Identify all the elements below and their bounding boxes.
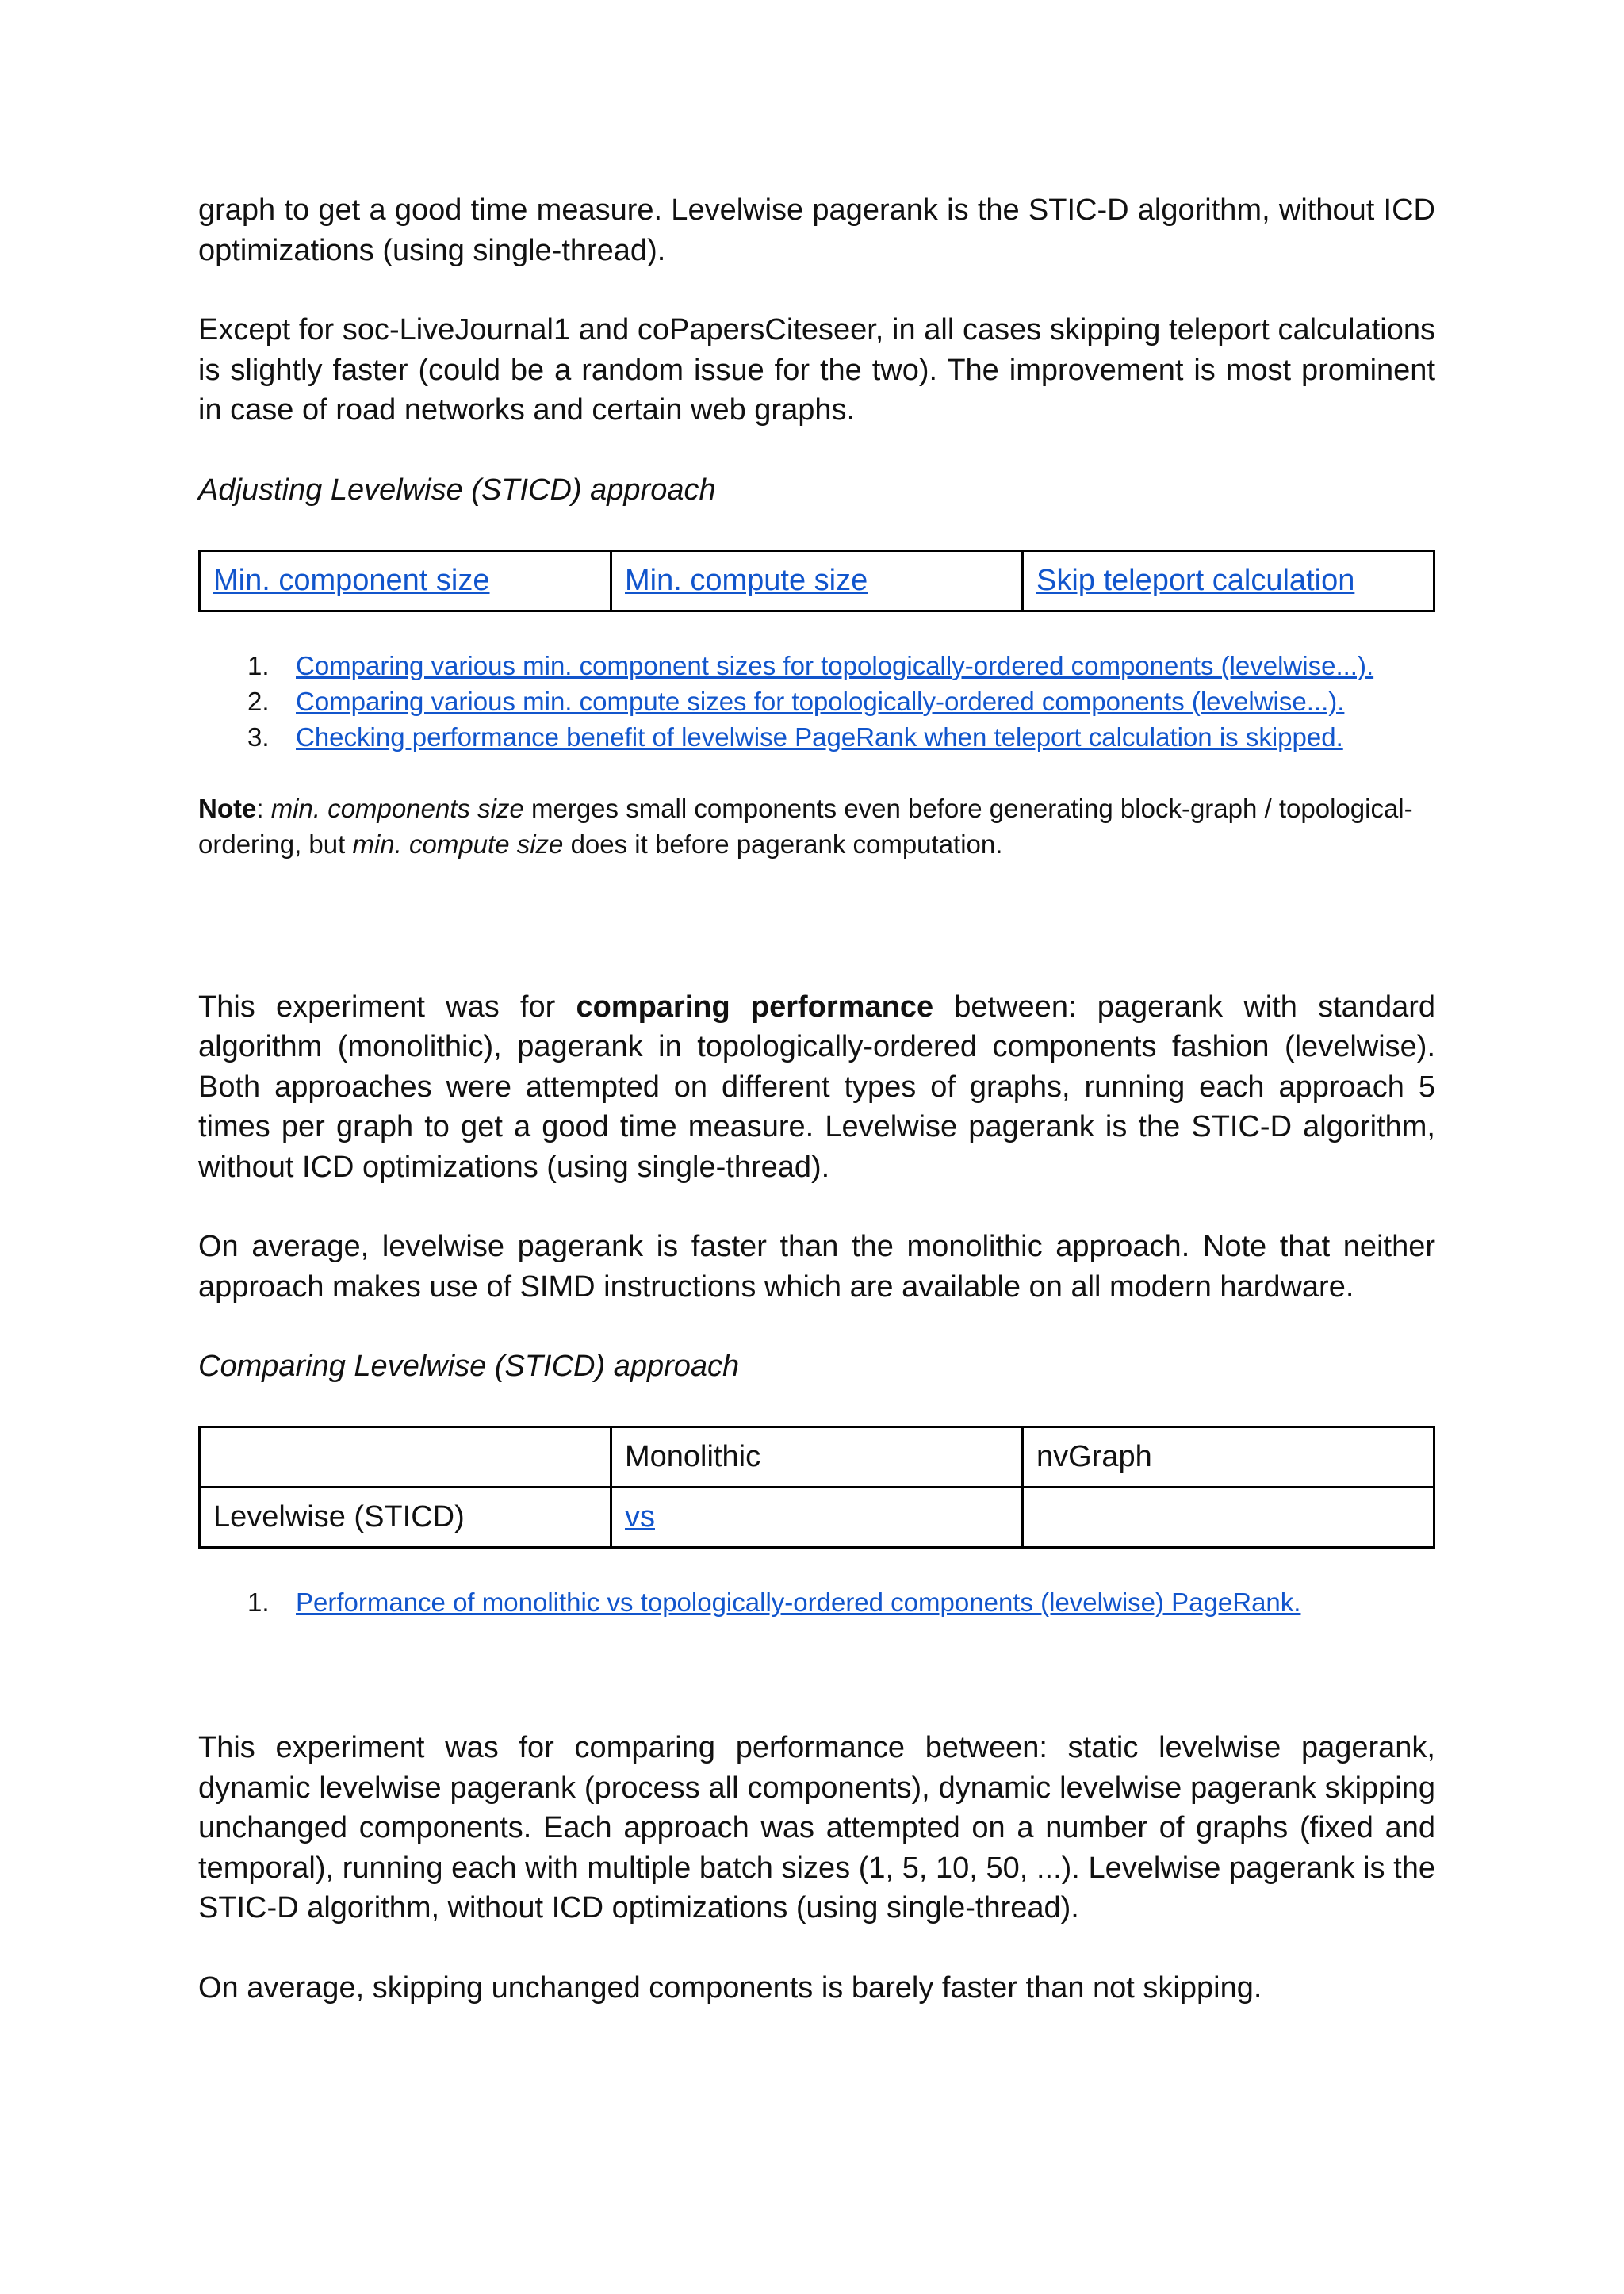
paragraph-start: This experiment was for <box>198 990 576 1024</box>
adjusting-levelwise-heading: Adjusting Levelwise (STICD) approach <box>198 473 716 507</box>
dynamic-levelwise-paragraph: This experiment was for comparing performance between: static levelwise pagerank, dynamic levelwise pagerank (process all components), dynamic levelwise pagerank skipping unchanged components. Each approach was attempted on a number of graphs (fixed and temporal), running each with multiple batch sizes (1, 5, 10, 50, ...). Levelwise pagerank is the STIC-D algorithm, without ICD optimizations (using single-thread). <box>198 1731 1435 1924</box>
table-corner-cell <box>200 1427 611 1488</box>
skip-teleport-calculation-link[interactable]: Skip teleport calculation <box>1036 563 1355 597</box>
paragraph-end: between: pagerank with standard algorithm (monolithic), pagerank in topologically-ordered components fashion (levelwise). Both approaches were attempted on different types of graphs, running each approach 5 times per graph to get a good time measure. Levelwise pagerank is the STIC-D algorithm, without ICD optimizations (using single-thread). <box>198 990 1435 1184</box>
note-end-text: does it before pagerank computation. <box>563 829 1003 859</box>
paragraph-bold: comparing performance <box>576 990 934 1024</box>
vs-link[interactable]: vs <box>625 1500 655 1534</box>
document-page <box>198 190 1435 2008</box>
list-item <box>198 684 1435 719</box>
teleport-result-paragraph: Except for soc-LiveJournal1 and coPapersCiteseer, in all cases skipping teleport calculations is slightly faster (could be a random issue for the two). The improvement is most prominent in case of road networks and certain web graphs. <box>198 313 1435 427</box>
comparing-levelwise-table <box>198 1426 1435 1549</box>
adjusting-links-list <box>198 648 1435 755</box>
note-middle-text: merges small components even before generating block-graph / topological-ordering, but <box>198 793 1413 859</box>
monolithic-vs-levelwise-link[interactable]: Performance of monolithic vs topologically-ordered components (levelwise) PageRank. <box>296 1587 1301 1617</box>
teleport-skip-benefit-link[interactable]: Checking performance benefit of levelwise PageRank when teleport calculation is skipped. <box>296 722 1343 752</box>
list-item <box>198 719 1435 755</box>
table-cell <box>1023 550 1434 611</box>
list-item <box>198 1584 1435 1620</box>
list-number: 1. <box>247 650 270 680</box>
nvgraph-header-cell: nvGraph <box>1023 1427 1434 1488</box>
note-label: Note <box>198 793 257 823</box>
list-number: 1. <box>247 1587 270 1617</box>
adjusting-levelwise-table <box>198 550 1435 612</box>
table-row <box>200 550 1434 611</box>
skipping-unchanged-paragraph: On average, skipping unchanged components is barely faster than not skipping. <box>198 1970 1262 2005</box>
min-component-sizes-comparison-link[interactable]: Comparing various min. component sizes for topologically-ordered components (levelwise...). <box>296 650 1374 680</box>
table-cell <box>200 550 611 611</box>
min-component-size-link[interactable]: Min. component size <box>213 563 490 597</box>
levelwise-faster-paragraph: On average, levelwise pagerank is faster than the monolithic approach. Note that neither approach makes use of SIMD instructions which are available on all modern hardware. <box>198 1230 1435 1304</box>
min-compute-size-link[interactable]: Min. compute size <box>625 563 868 597</box>
monolithic-header-cell: Monolithic <box>611 1427 1023 1488</box>
min-compute-sizes-comparison-link[interactable]: Comparing various min. compute sizes for topologically-ordered components (levelwise...). <box>296 686 1345 716</box>
monolithic-vs-levelwise-paragraph <box>198 987 1435 1188</box>
list-number: 3. <box>247 722 270 752</box>
table-row <box>200 1488 1434 1548</box>
intro-paragraph: graph to get a good time measure. Levelwise pagerank is the STIC-D algorithm, without ICD optimizations (using single-thread). <box>198 193 1435 267</box>
levelwise-row-label: Levelwise (STICD) <box>200 1488 611 1548</box>
table-cell <box>611 1488 1023 1548</box>
note-paragraph <box>198 791 1435 862</box>
empty-cell <box>1023 1488 1434 1548</box>
comparing-links-list <box>198 1584 1435 1620</box>
note-term-component-size: min. components size <box>270 793 524 823</box>
list-item <box>198 648 1435 684</box>
note-term-compute-size: min. compute size <box>352 829 564 859</box>
comparing-levelwise-heading: Comparing Levelwise (STICD) approach <box>198 1350 740 1383</box>
table-cell <box>611 550 1023 611</box>
table-header-row <box>200 1427 1434 1488</box>
list-number: 2. <box>247 686 270 716</box>
note-separator: : <box>256 793 271 823</box>
